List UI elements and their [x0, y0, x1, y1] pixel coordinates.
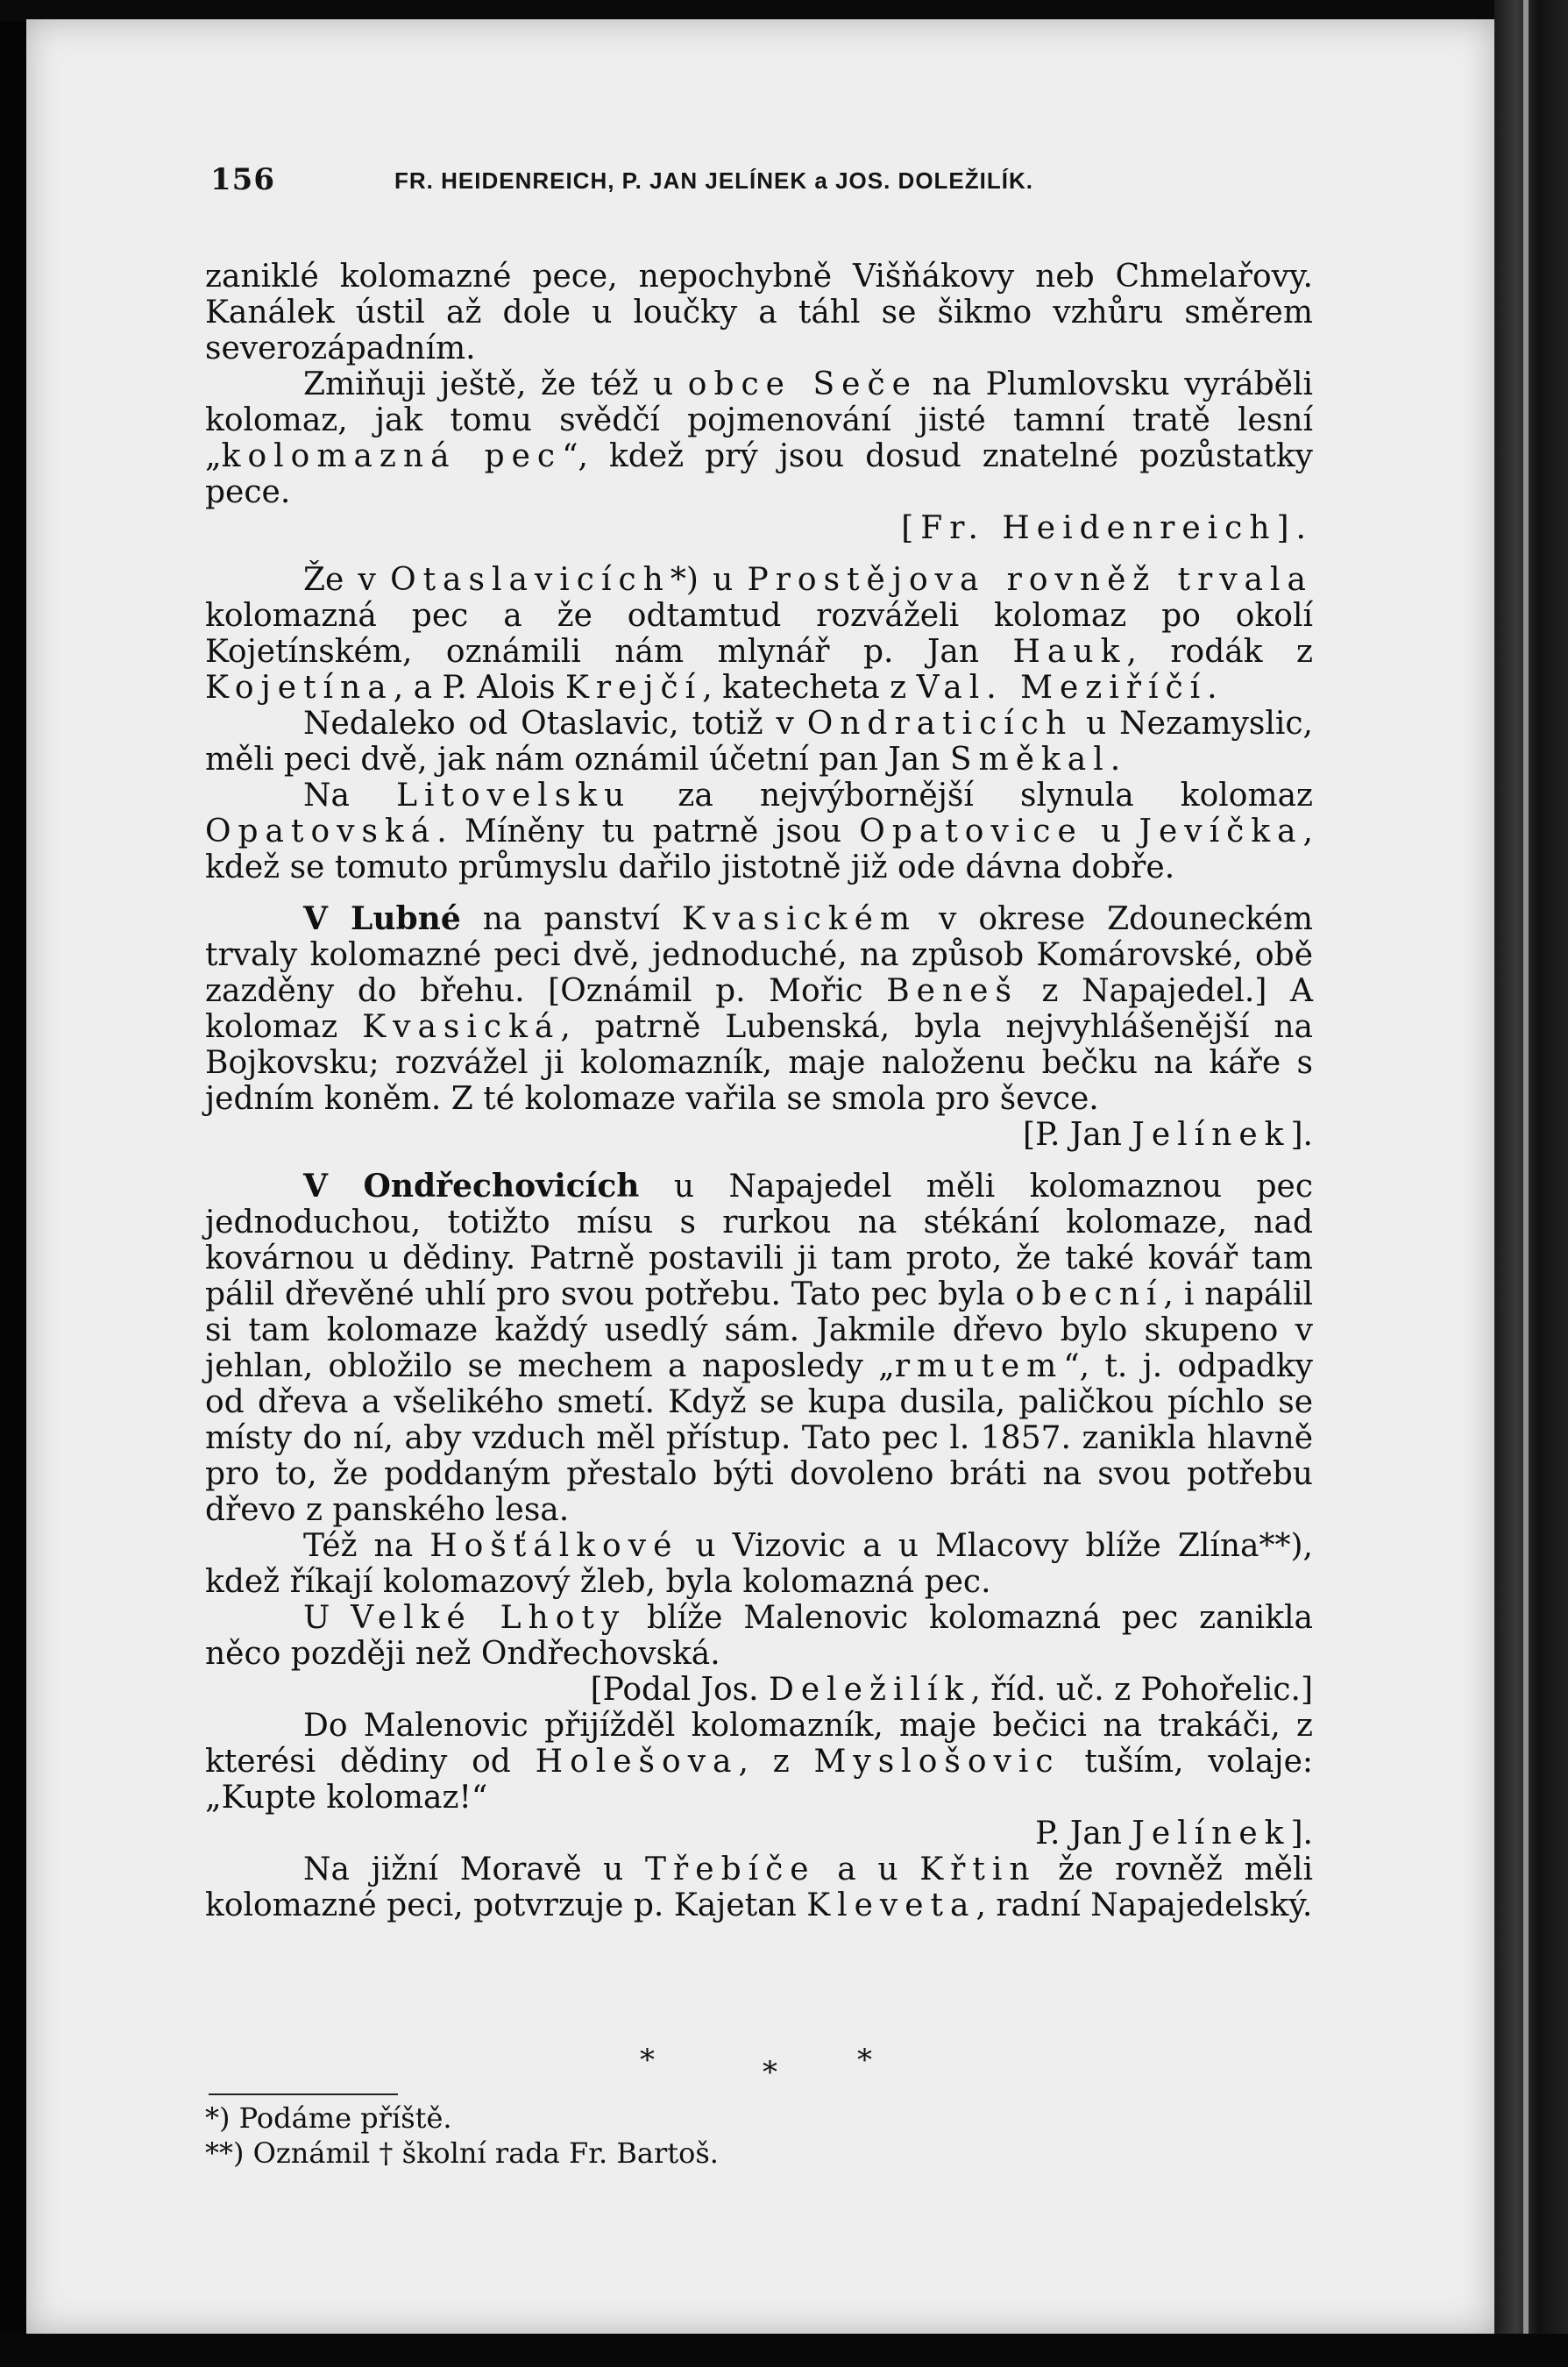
scan-border-bottom	[0, 2334, 1568, 2367]
signature-dolezilik: [Podal Jos. Deležilík, říd. uč. z Pohořelic.]	[590, 1672, 1313, 1708]
paragraph-5: Na Litovelsku za nejvýbornější slynula kolomaz Opatovská. Míněny tu patrně jsou Opatovice u Jevíčka, kdež se tomuto průmyslu dařilo jistotně již ode dávna dobře.	[205, 778, 1314, 885]
page-number: 156	[210, 162, 275, 197]
paragraph-4: Nedaleko od Otaslavic, totiž v Ondraticích u Nezamyslic, měli peci dvě, jak nám oznámil účetní pan Jan Směkal.	[205, 706, 1314, 778]
section-separator	[640, 2043, 903, 2090]
signature-heidenreich: [Fr. Heidenreich].	[901, 510, 1313, 546]
footnote-1: *) Podáme příště.	[205, 2101, 452, 2135]
footnote-2: **) Oznámil † školní rada Fr. Bartoš.	[205, 2136, 719, 2170]
signature-jelinek-2: P. Jan Jelínek].	[1035, 1816, 1313, 1852]
footnotes	[205, 2100, 994, 2171]
separator-asterisk: *	[857, 2043, 872, 2078]
footnote-rule	[209, 2093, 398, 2095]
running-head: FR. HEIDENREICH, P. JAN JELÍNEK a JOS. DOLEŽILÍK.	[394, 167, 1033, 194]
paragraph-9: U Velké Lhoty blíže Malenovic kolomazná pec zanikla něco později než Ondřechovská.	[205, 1600, 1313, 1672]
scan-border-right	[1494, 0, 1568, 2367]
separator-asterisk: *	[763, 2055, 777, 2090]
paragraph-8: Též na Hošťálkové u Vizovic a u Mlacovy blíže Zlína**), kdež říkají kolomazový žleb, byla kolomazná pec.	[205, 1528, 1313, 1600]
paragraph-10: Do Malenovic přijížděl kolomazník, maje bečici na trakáči, z kterési dědiny od Holešova, z Myslošovic tuším, volaje: „Kupte kolomaz!“	[205, 1708, 1313, 1816]
paragraph-2: Zmiňuji ještě, že též u obce Seče na Plumlovsku vyráběli kolomaz, jak tomu svědčí pojmenování jisté tamní tratě lesní „kolomazná pec“, kdež prý jsou dosud znatelné pozůstatky pece.	[205, 366, 1314, 510]
paragraph-7: V Ondřechovicích u Napajedel měli kolomaznou pec jednoduchou, totižto mísu s rurkou na stékání kolomaze, nad kovárnou u dědiny. Patrně postavili ji tam proto, že také kovář tam pálil dřevěné uhlí pro svou potřebu. Tato pec byla obecní, i napálil si tam kolomaze každý usedlý sám. Jakmile dřevo bylo skupeno v jehlan, obložilo se mechem a naposledy „rmutem“, t. j. odpadky od dřeva a všelikého smetí. Když se kupa dusila, paličkou píchlo se místy do ní, aby vzduch měl přístup. Tato pec l. 1857. zanikla hlavně pro to, že poddaným přestalo býti dovoleno bráti na svou potřebu dřevo z panského lesa.	[205, 1168, 1313, 1528]
paragraph-6: V Lubné na panství Kvasickém v okrese Zdouneckém trvaly kolomazné peci dvě, jednoduché, na způsob Komárovské, obě zazděny do břehu. [Oznámil p. Mořic Beneš z Napajedel.] A kolomaz Kvasická, patrně Lubenská, byla nejvyhlášenější na Bojkovsku; rozvážel ji kolomazník, maje naloženu bečku na káře s jedním koněm. Z té kolomaze vařila se smola pro ševce.	[205, 900, 1314, 1117]
page-header	[175, 162, 1402, 202]
body-text	[205, 259, 1313, 1923]
paragraph-1: zaniklé kolomazné pece, nepochybně Višňákovy neb Chmelařovy. Kanálek ústil až dole u loučky a táhl se šikmo vzhůru směrem severozápadním.	[205, 259, 1313, 366]
signature-jelinek-1: [P. Jan Jelínek].	[1023, 1117, 1313, 1153]
page-edge-line	[1523, 0, 1529, 2367]
scan-border-top	[0, 0, 1568, 21]
paragraph-3: Že v Otaslavicích*) u Prostějova rovněž trvala kolomazná pec a že odtamtud rozváželi kolomaz po okolí Kojetínském, oznámili nám mlynář p. Jan Hauk, rodák z Kojetína, a P. Alois Krejčí, katecheta z Val. Meziříčí.	[205, 562, 1314, 706]
separator-asterisk: *	[640, 2043, 655, 2078]
paragraph-11: Na jižní Moravě u Třebíče a u Křtin že rovněž měli kolomazné peci, potvrzuje p. Kajetan Kleveta, radní Napajedelský.	[205, 1852, 1313, 1923]
